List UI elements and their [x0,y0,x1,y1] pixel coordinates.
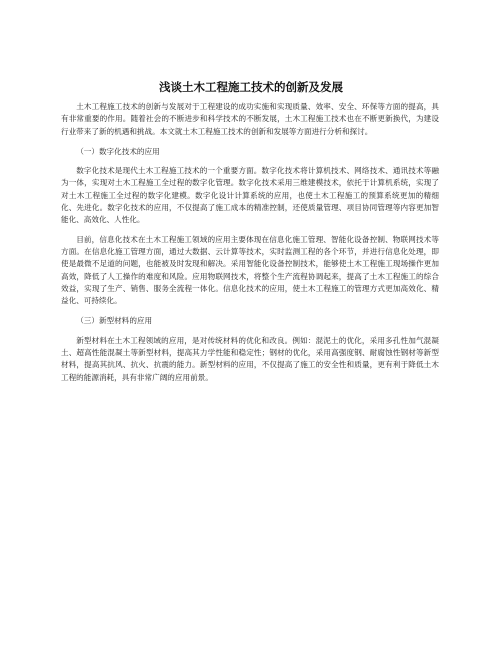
paragraph-information-technology: 目前，信息化技术在土木工程施工领域的应用主要体现在信息化施工管理、智能化设备控制、物联网技术等方面。在信息化施工管理方面，通过大数据、云计算等技术，实时监测工程的各个环节，并进行信息化处理，即使是最微不足道的问题，也能被及时发现和解决。采用智能化设备控制技术，能够使土木工程施工现场操作更加高效，降低了人工操作的难度和风险。应用物联网技术，将整个生产流程协调起来，提高了土木工程施工的综合效益，实现了生产、销售、服务全流程一体化。信息化技术的应用，使土木工程施工的管理方式更加高效化、精益化、可持续化。 [61,234,439,306]
document-body [61,101,439,384]
document-title: 浅谈土木工程施工技术的创新及发展 [159,80,343,94]
spacer [61,328,439,335]
spacer [61,307,439,315]
intro-paragraph: 土木工程施工技术的创新与发展对于工程建设的成功实施和实现质量、效率、安全、环保等方面的提高，具有非常重要的作用。随着社会的不断进步和科学技术的不断发展，土木工程施工技术也在不断更新换代，为建设行业带来了新的机遇和挑战。本文就土木工程施工技术的创新和发展等方面进行分析和探讨。 [61,102,439,136]
spacer [61,138,439,146]
spacer [61,227,439,234]
section-heading-digital: （一）数字化技术的应用 [76,146,160,156]
paragraph-new-materials: 新型材料在土木工程领域的应用，是对传统材料的优化和改良。例如：混泥土的优化，采用多孔性加气混凝土、超高性能混凝土等新型材料，提高其力学性能和稳定性；钢材的优化，采用高强度钢、耐腐蚀性钢材等新型材料，提高其抗风、抗火、抗震的能力。新型材料的应用，不仅提高了施工的安全性和质量，更有利于降低土木工程的能源消耗，具有非常广阔的应用前景。 [61,335,439,382]
paragraph-digital-technology: 数字化技术是现代土木工程施工技术的一个重要方面。数字化技术将计算机技术、网络技术、通讯技术等融为一体，实现对土木工程施工全过程的数字化管理。数字化技术采用三维建模技术，依托于计算机系统，实现了对土木工程施工全过程的数字化建模。数字化设计计算系统的应用，也使土木工程施工的预算系统更加的精细化、先进化。数字化技术的应用，不仅提高了施工成本的精准控制，还使质量管理、项目协同管理等内容更加智能化、高效化、人性化。 [61,166,439,225]
section-heading-materials: （三）新型材料的应用 [76,316,153,326]
spacer [61,158,439,165]
